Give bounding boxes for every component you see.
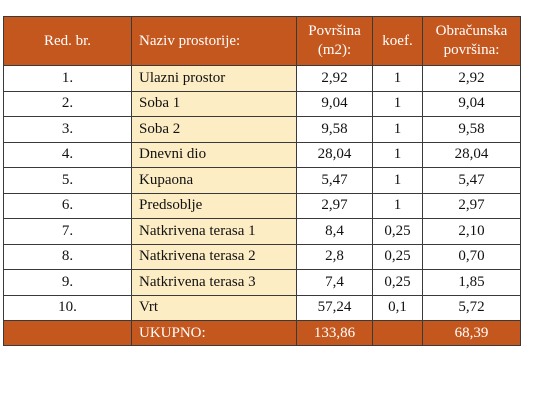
header-area-line1: Površina (308, 23, 361, 39)
row-number: 9. (4, 270, 132, 296)
room-coefficient: 0,25 (373, 244, 423, 270)
header-room-name (132, 17, 297, 66)
room-coefficient: 1 (373, 117, 423, 143)
room-area: 5,47 (297, 168, 373, 194)
header-number (4, 17, 132, 66)
room-coefficient: 1 (373, 91, 423, 117)
table-header-row (4, 17, 521, 66)
table-row (4, 91, 521, 117)
area-table-container (3, 16, 521, 346)
room-name: Soba 1 (132, 91, 297, 117)
table-row (4, 219, 521, 245)
total-label: UKUPNO: (132, 321, 297, 346)
room-area: 7,4 (297, 270, 373, 296)
room-calculated-area: 9,58 (423, 117, 521, 143)
room-area: 2,8 (297, 244, 373, 270)
row-number: 3. (4, 117, 132, 143)
room-calculated-area: 5,72 (423, 295, 521, 321)
row-number: 7. (4, 219, 132, 245)
room-coefficient: 1 (373, 168, 423, 194)
table-row (4, 193, 521, 219)
table-row (4, 244, 521, 270)
header-coefficient (373, 17, 423, 66)
room-coefficient: 1 (373, 193, 423, 219)
row-number: 8. (4, 244, 132, 270)
room-name: Soba 2 (132, 117, 297, 143)
room-coefficient: 0,25 (373, 219, 423, 245)
header-calculated-line2: površina: (443, 42, 500, 58)
room-calculated-area: 9,04 (423, 91, 521, 117)
room-calculated-area: 0,70 (423, 244, 521, 270)
row-number: 2. (4, 91, 132, 117)
room-calculated-area: 2,10 (423, 219, 521, 245)
room-area: 57,24 (297, 295, 373, 321)
room-area: 9,58 (297, 117, 373, 143)
room-name: Predsoblje (132, 193, 297, 219)
header-number-label: Red. br. (43, 32, 92, 49)
room-name: Vrt (132, 295, 297, 321)
header-room-name-label: Naziv prostorije: (139, 32, 241, 49)
area-table (3, 16, 521, 346)
room-name: Kupaona (132, 168, 297, 194)
header-coefficient-label: koef. (382, 32, 413, 49)
room-name: Ulazni prostor (132, 66, 297, 92)
room-area: 28,04 (297, 142, 373, 168)
table-row (4, 270, 521, 296)
total-calculated-area: 68,39 (423, 321, 521, 346)
row-number: 10. (4, 295, 132, 321)
room-calculated-area: 5,47 (423, 168, 521, 194)
header-area (297, 17, 373, 66)
table-row (4, 117, 521, 143)
room-coefficient: 1 (373, 142, 423, 168)
room-calculated-area: 1,85 (423, 270, 521, 296)
row-number: 6. (4, 193, 132, 219)
room-calculated-area: 2,97 (423, 193, 521, 219)
room-area: 2,92 (297, 66, 373, 92)
total-row (4, 321, 521, 346)
table-row (4, 142, 521, 168)
room-calculated-area: 2,92 (423, 66, 521, 92)
room-calculated-area: 28,04 (423, 142, 521, 168)
room-name: Natkrivena terasa 3 (132, 270, 297, 296)
room-coefficient: 0,1 (373, 295, 423, 321)
total-area: 133,86 (297, 321, 373, 346)
row-number: 1. (4, 66, 132, 92)
room-area: 2,97 (297, 193, 373, 219)
room-coefficient: 0,25 (373, 270, 423, 296)
table-row (4, 66, 521, 92)
room-name: Natkrivena terasa 1 (132, 219, 297, 245)
row-number: 5. (4, 168, 132, 194)
table-row (4, 168, 521, 194)
row-number: 4. (4, 142, 132, 168)
header-area-line2: (m2): (317, 42, 352, 58)
room-coefficient: 1 (373, 66, 423, 92)
header-calculated-line1: Obračunska (435, 23, 508, 39)
room-name: Dnevni dio (132, 142, 297, 168)
header-calculated-area (423, 17, 521, 66)
total-empty-cell (4, 321, 132, 346)
room-area: 8,4 (297, 219, 373, 245)
total-coefficient (373, 321, 423, 346)
room-name: Natkrivena terasa 2 (132, 244, 297, 270)
table-row (4, 295, 521, 321)
room-area: 9,04 (297, 91, 373, 117)
